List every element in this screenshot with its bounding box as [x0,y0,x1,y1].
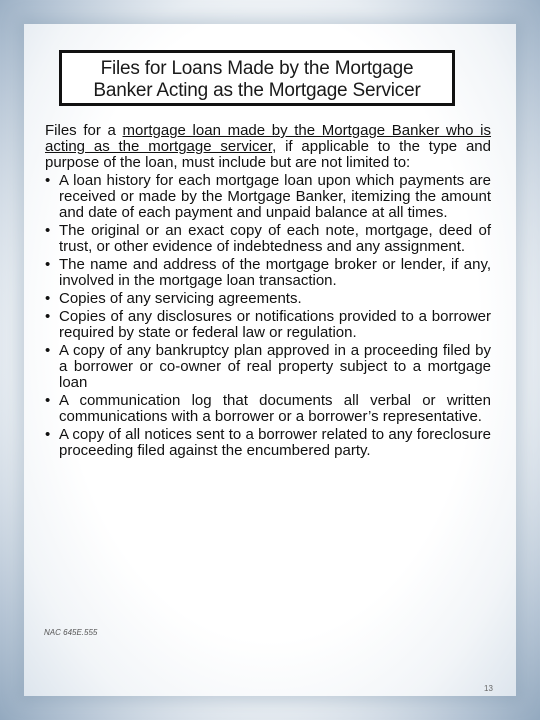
list-item-text: The name and address of the mortgage broker or lender, if any, involved in the mortgage loan transaction. [59,256,491,289]
list-item-text: Copies of any disclosures or notifications provided to a borrower required by state or federal law or regulation. [59,308,491,341]
bullet-icon: • [45,256,51,273]
list-item [45,291,491,307]
slide-body [45,123,491,461]
bullet-icon: • [45,290,51,307]
list-item [45,343,491,391]
bullet-icon: • [45,172,51,189]
list-item [45,393,491,425]
intro-underlined: mortgage loan made by the Mortgage Banker who is acting as the mortgage servicer [45,122,492,155]
list-item [45,223,491,255]
list-item [45,257,491,289]
bullet-icon: • [45,342,51,359]
list-item [45,173,491,221]
list-item-text: Copies of any servicing agreements. [59,290,302,307]
citation: NAC 645E.555 [44,628,98,637]
list-item-text: A communication log that documents all verbal or written communications with a borrower or a borrower’s representative. [59,392,491,425]
requirements-list [45,173,491,459]
list-item-text: A copy of all notices sent to a borrower related to any foreclosure proceeding filed against the encumbered party. [59,426,491,459]
bullet-icon: • [45,392,51,409]
intro-lead: Files for a [45,122,123,139]
title-line-2: Banker Acting as the Mortgage Servicer [93,80,421,101]
intro-rest: , if applicable to the type and purpose of the loan, must include but are not limited to: [45,138,491,171]
bullet-icon: • [45,222,51,239]
list-item [45,309,491,341]
list-item [45,427,491,459]
page-number: 13 [484,684,493,693]
bullet-icon: • [45,426,51,443]
bullet-icon: • [45,308,51,325]
list-item-text: A loan history for each mortgage loan upon which payments are received or made by the Mortgage Banker, itemizing the amount and date of each payment and unpaid balance at all times. [59,172,491,221]
slide-title-box [59,50,455,106]
list-item-text: The original or an exact copy of each note, mortgage, deed of trust, or other evidence of indebtedness and any assignment. [59,222,491,255]
list-item-text: A copy of any bankruptcy plan approved in a proceeding filed by a borrower or co-owner of real property subject to a mortgage loan [59,342,491,391]
intro-paragraph [45,123,491,171]
title-line-1: Files for Loans Made by the Mortgage [100,58,414,79]
